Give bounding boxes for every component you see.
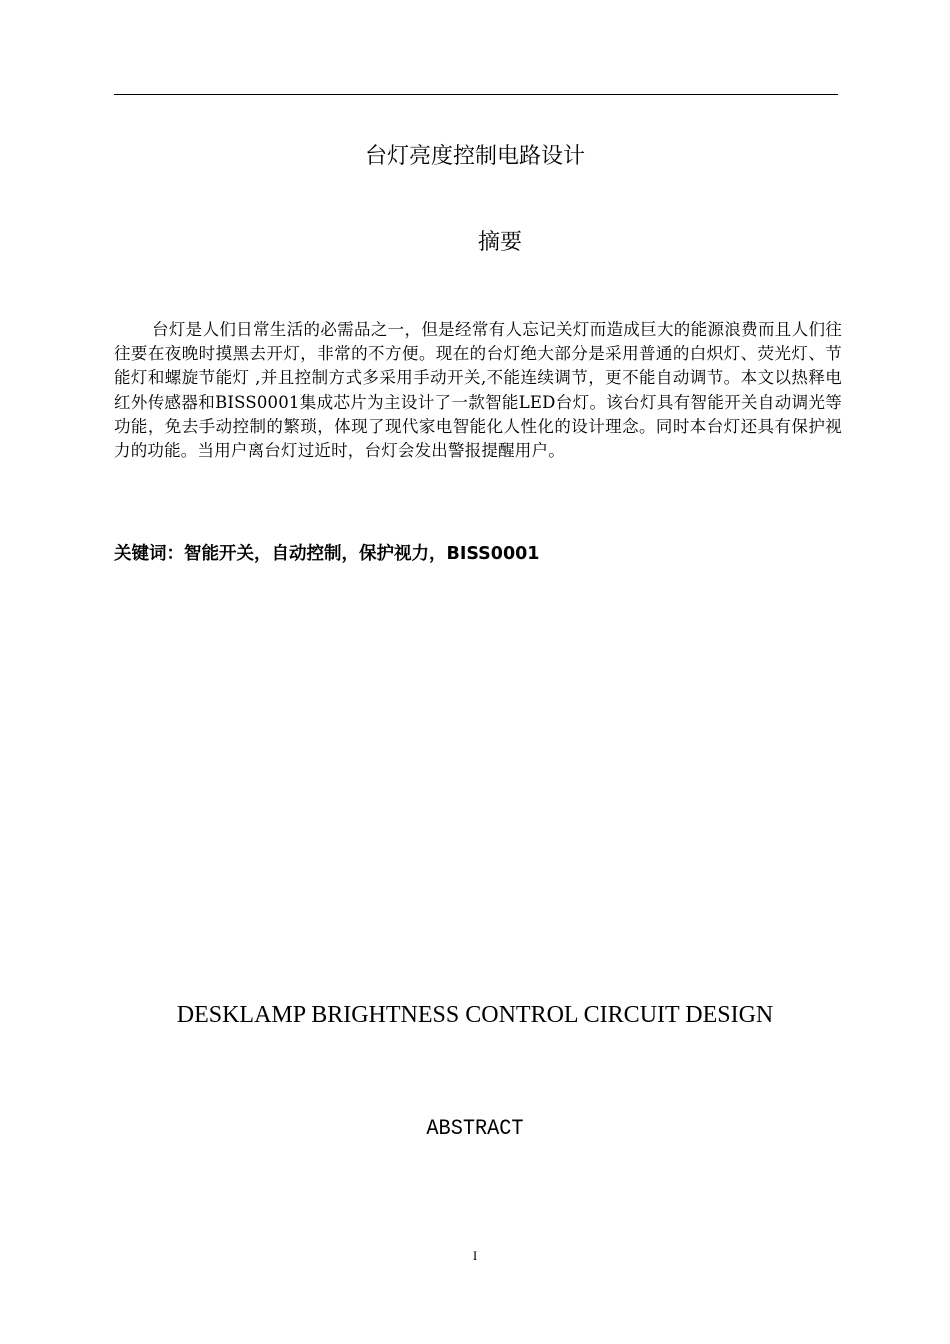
page-number: I [472,1248,478,1263]
keywords-line: 关键词：智能开关，自动控制，保护视力，BISS0001 [114,544,540,564]
header-rule [114,94,838,95]
chinese-abstract-heading: 摘要 [477,230,522,255]
english-title: DESKLAMP BRIGHTNESS CONTROL CIRCUIT DESIGN [176,1002,774,1028]
chinese-abstract-paragraph: 台灯是人们日常生活的必需品之一，但是经常有人忘记关灯而造成巨大的能源浪费而且人们往往要在夜晚时摸黑去开灯，非常的不方便。现在的台灯绝大部分是采用普通的白炽灯、荧光灯、节能灯和螺旋节能灯 ,并且控制方式多采用手动开关,不能连续调节，更不能自动调节。本文以热释电红外传感器和BISS0001集成芯片为主设计了一款智能LED台灯。该台灯具有智能开关自动调光等功能，免去手动控制的繁琐，体现了现代家电智能化人性化的设计理念。同时本台灯还具有保护视力的功能。当用户离台灯过近时，台灯会发出警报提醒用户。 [114,320,842,461]
chinese-title: 台灯亮度控制电路设计 [364,144,585,169]
english-abstract-heading: ABSTRACT [426,1116,524,1141]
